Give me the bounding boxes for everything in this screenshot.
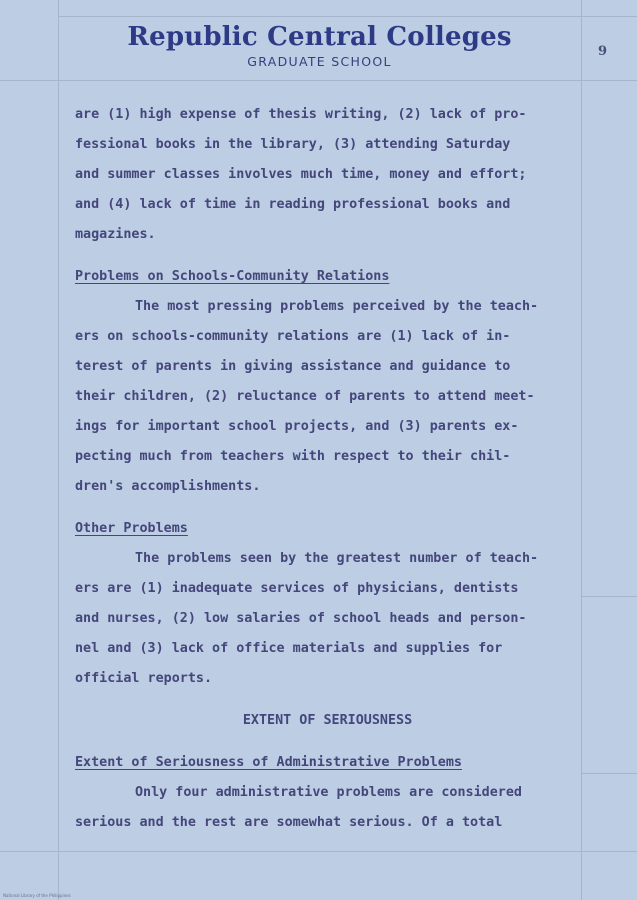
- right-rule-2: [581, 773, 637, 774]
- text-line: dren's accomplishments.: [75, 479, 261, 494]
- text-line: ers are (1) inadequate services of physicians, dentists: [75, 581, 519, 596]
- college-name: Republic Central Colleges: [127, 22, 512, 52]
- text-line: pecting much from teachers with respect to their chil-: [75, 449, 511, 464]
- text-line: official reports.: [75, 671, 213, 686]
- left-margin-rule: [58, 0, 59, 900]
- section-heading-other: Other Problems: [75, 521, 188, 536]
- text-line: fessional books in the library, (3) attending Saturday: [75, 137, 511, 152]
- chapter-heading: EXTENT OF SERIOUSNESS: [242, 713, 413, 728]
- text-line: and (4) lack of time in reading professional books and: [75, 197, 511, 212]
- text-line: nel and (3) lack of office materials and supplies for: [75, 641, 503, 656]
- top-rule: [58, 16, 637, 17]
- text-line: and nurses, (2) low salaries of school heads and person-: [75, 611, 527, 626]
- text-line: ings for important school projects, and (3) parents ex-: [75, 419, 519, 434]
- right-margin-rule: [581, 0, 582, 900]
- text-line: The most pressing problems perceived by the teach-: [135, 299, 539, 314]
- bottom-rule: [0, 851, 637, 852]
- text-line: The problems seen by the greatest number of teach-: [135, 551, 539, 566]
- text-line: terest of parents in giving assistance and guidance to: [75, 359, 511, 374]
- header-rule: [0, 80, 637, 81]
- archive-credit: National Library of the Philippines: [3, 893, 71, 898]
- text-line: are (1) high expense of thesis writing, (2) lack of pro-: [75, 107, 527, 122]
- text-line: serious and the rest are somewhat serious. Of a total: [75, 815, 503, 830]
- section-heading-seriousness: Extent of Seriousness of Administrative Problems: [75, 755, 462, 770]
- section-heading-community: Problems on Schools-Community Relations: [75, 269, 390, 284]
- right-rule-1: [581, 596, 637, 597]
- text-line: their children, (2) reluctance of parents to attend meet-: [75, 389, 535, 404]
- school-name: GRADUATE SCHOOL: [247, 54, 392, 69]
- page-number: 9: [598, 44, 608, 59]
- text-line: Only four administrative problems are considered: [135, 785, 522, 800]
- text-line: and summer classes involves much time, money and effort;: [75, 167, 527, 182]
- text-line: ers on schools-community relations are (1) lack of in-: [75, 329, 511, 344]
- page-body: [75, 100, 580, 838]
- text-line: magazines.: [75, 227, 156, 242]
